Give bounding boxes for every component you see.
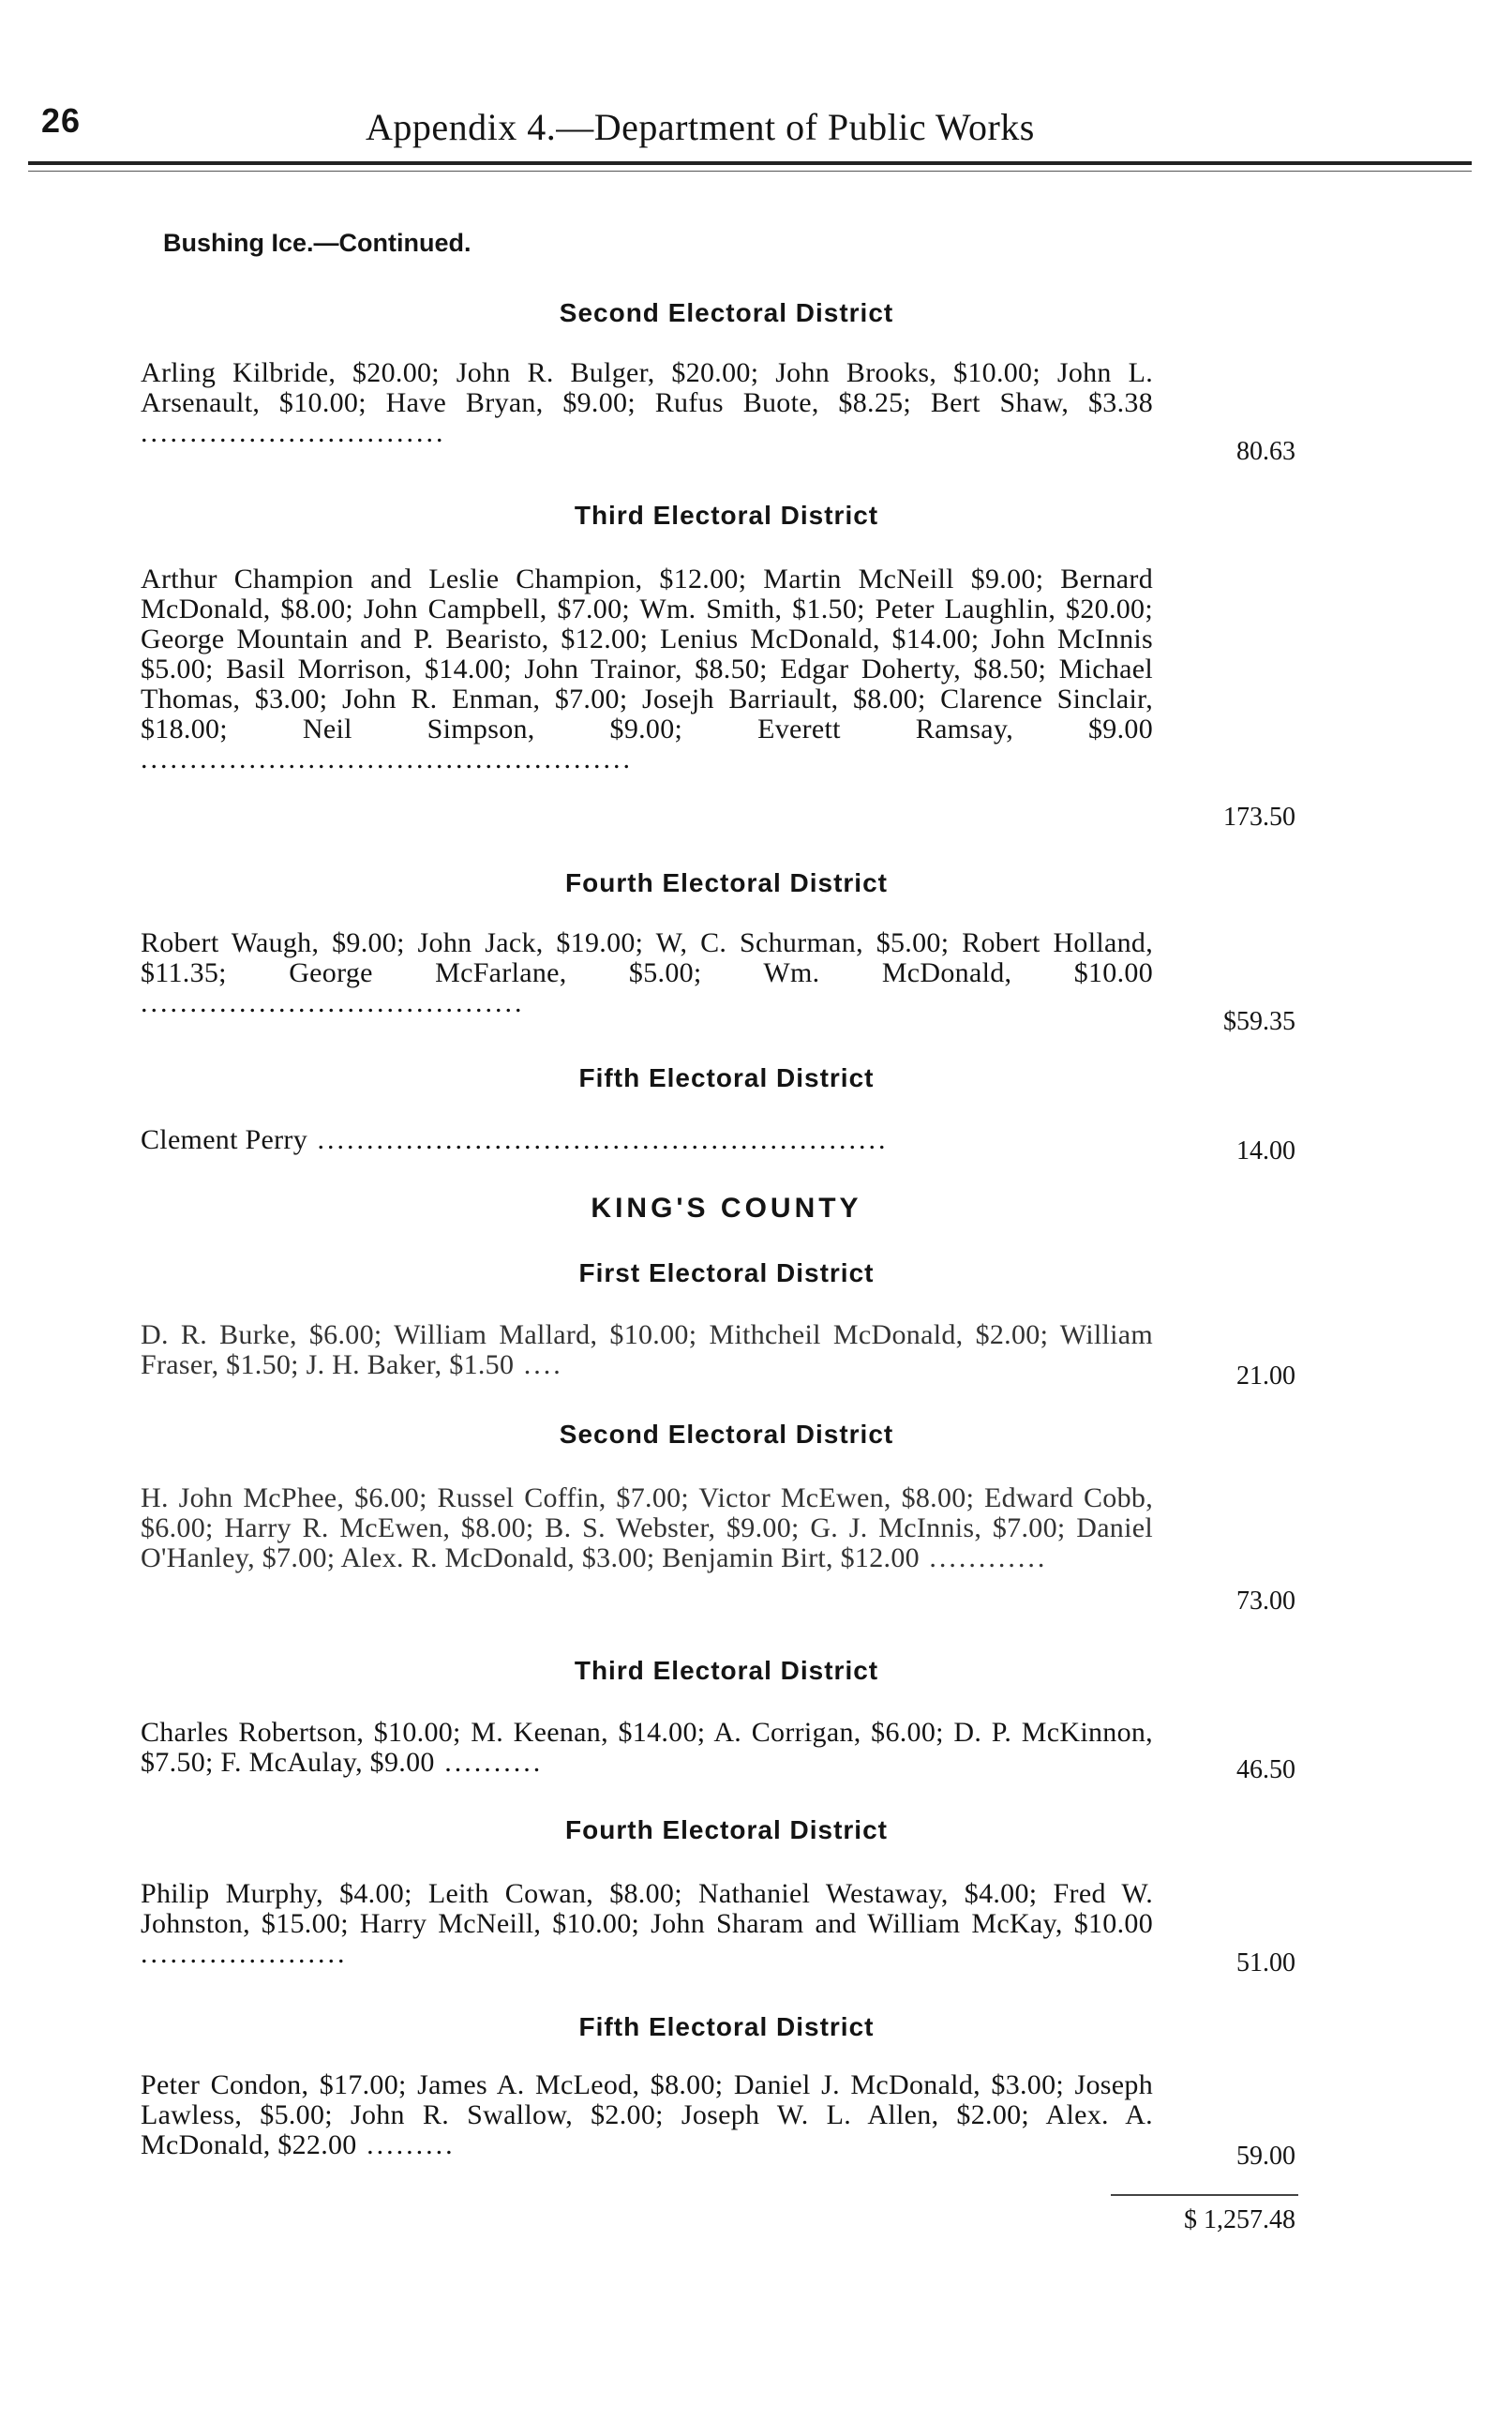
section-heading: Second Electoral District — [559, 298, 894, 327]
section-text: D. R. Burke, $6.00; William Mallard, $10.00; Mithcheil McDonald, $2.00; William Fraser, $1.50; J. H. Baker, $1.50 .... — [141, 1319, 1153, 1380]
section-text: Arthur Champion and Leslie Champion, $12.00; Martin McNeill $9.00; Bernard McDonald, $8.00; John Campbell, $7.00; Wm. Smith, $1.50; Peter Laughlin, $20.00; George Mountain and P. Bearisto, $12.00; Lenius McDonald, $14.00; John McInnis $5.00; Basil Morrison, $14.00; John Trainor, $8.50; Edgar Doherty, $8.50; Michael Thomas, $3.00; John R. Enman, $7.00; Josejh Barriault, $8.00; Clarence Sinclair, $18.00; Neil Simpson, $9.00; Everett Ramsay, $9.00 .................................................. — [141, 564, 1153, 774]
section-heading: Third Electoral District — [574, 1656, 879, 1685]
section-text: H. John McPhee, $6.00; Russel Coffin, $7.00; Victor McEwen, $8.00; Edward Cobb, $6.00; Harry R. McEwen, $8.00; B. S. Webster, $9.00; G. J. McInnis, $7.00; Daniel O'Hanley, $7.00; Alex. R. McDonald, $3.00; Benjamin Birt, $12.00 ............ — [141, 1482, 1153, 1573]
section-heading: Third Electoral District — [574, 501, 879, 530]
continued-title: Bushing Ice.—Continued. — [163, 229, 472, 257]
section-amount: $59.35 — [1223, 1007, 1295, 1036]
section-heading: Fourth Electoral District — [565, 868, 888, 897]
section-amount: 80.63 — [1236, 437, 1295, 466]
header-rule — [28, 161, 1472, 165]
section-amount: 46.50 — [1236, 1755, 1295, 1784]
section-amount: 73.00 — [1236, 1586, 1295, 1616]
section-amount: 51.00 — [1236, 1948, 1295, 1977]
section-text: Peter Condon, $17.00; James A. McLeod, $8.00; Daniel J. McDonald, $3.00; Joseph Lawless, $5.00; John R. Swallow, $2.00; Joseph W. L. Allen, $2.00; Alex. A. McDonald, $22.00 ......... — [141, 2069, 1153, 2160]
section-heading: Second Electoral District — [559, 1420, 894, 1449]
section-amount: 173.50 — [1223, 803, 1295, 832]
page-number: 26 — [41, 101, 82, 140]
section-text: Arling Kilbride, $20.00; John R. Bulger, $20.00; John Brooks, $10.00; John L. Arsenault, $10.00; Have Bryan, $9.00; Rufus Buote, $8.25; Bert Shaw, $3.38 ............................... — [141, 357, 1153, 448]
section-text: Clement Perry .......................................................... — [141, 1124, 889, 1155]
grand-total: $ 1,257.48 — [1184, 2205, 1295, 2234]
header-rule-thin — [28, 171, 1472, 172]
section-text: Robert Waugh, $9.00; John Jack, $19.00; W, C. Schurman, $5.00; Robert Holland, $11.35; George McFarlane, $5.00; Wm. McDonald, $10.00 ....................................... — [141, 927, 1153, 1018]
section-amount: 21.00 — [1236, 1361, 1295, 1391]
section-text: Philip Murphy, $4.00; Leith Cowan, $8.00; Nathaniel Westaway, $4.00; Fred W. Johnston, $15.00; Harry McNeill, $10.00; John Sharam and William McKay, $10.00 ..................... — [141, 1878, 1153, 1969]
total-rule — [1111, 2194, 1298, 2196]
county-heading: KING'S COUNTY — [591, 1193, 862, 1224]
running-head: Appendix 4.—Department of Public Works — [366, 106, 1035, 148]
section-heading: Fifth Electoral District — [578, 1063, 875, 1092]
section-heading: Fifth Electoral District — [578, 2012, 875, 2041]
section-amount: 14.00 — [1236, 1136, 1295, 1165]
section-heading: First Electoral District — [578, 1258, 875, 1287]
section-text: Charles Robertson, $10.00; M. Keenan, $14.00; A. Corrigan, $6.00; D. P. McKinnon, $7.50; F. McAulay, $9.00 .......... — [141, 1717, 1153, 1778]
section-amount: 59.00 — [1236, 2142, 1295, 2171]
section-heading: Fourth Electoral District — [565, 1815, 888, 1844]
